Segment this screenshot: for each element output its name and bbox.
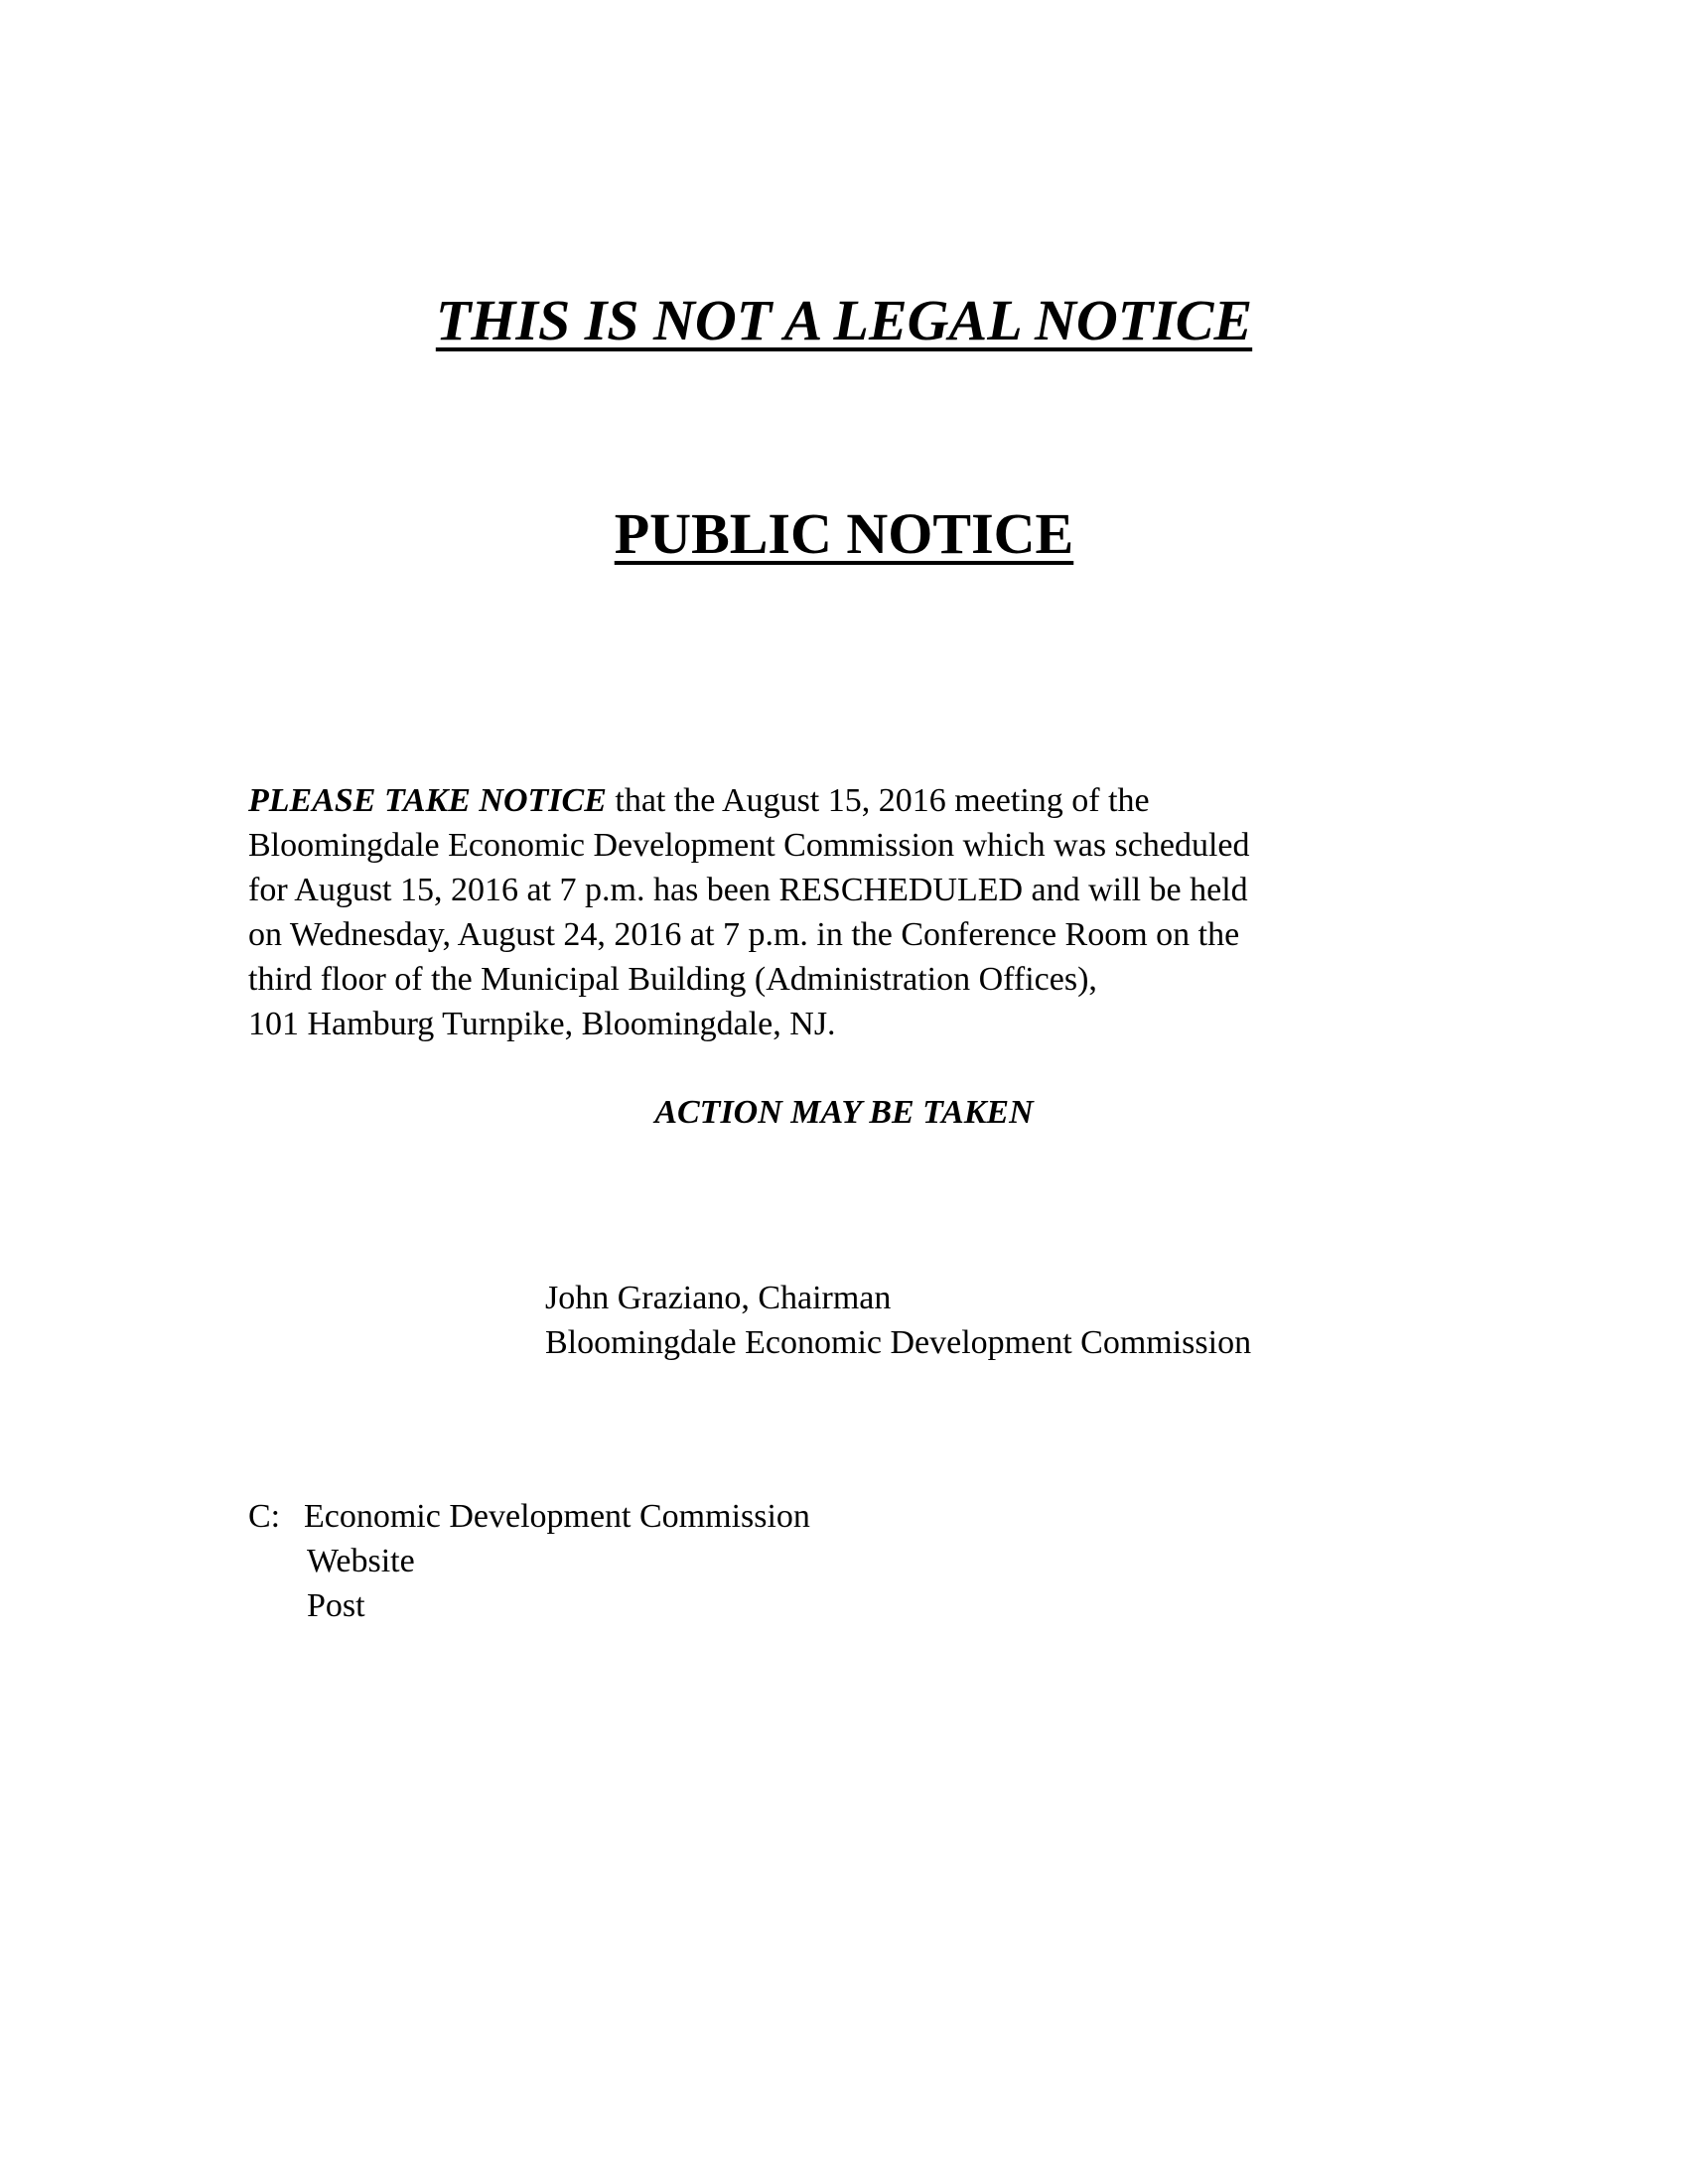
notice-body: [248, 778, 1489, 1046]
signatory-organization: Bloomingdale Economic Development Commission: [545, 1324, 1252, 1361]
copy-distribution: [248, 1494, 810, 1628]
body-line-1: [248, 778, 1489, 823]
cc-row-3: [248, 1583, 810, 1628]
body-line-2: Bloomingdale Economic Development Commission which was scheduled: [248, 827, 1250, 864]
cc-item: Post: [307, 1587, 365, 1624]
action-may-be-taken: ACTION MAY BE TAKEN: [654, 1094, 1034, 1131]
cc-item: Website: [307, 1543, 415, 1579]
body-line-6: 101 Hamburg Turnpike, Bloomingdale, NJ.: [248, 1006, 836, 1042]
cc-item: Economic Development Commission: [304, 1498, 810, 1535]
body-line-5: third floor of the Municipal Building (Administration Offices),: [248, 961, 1097, 998]
body-line-3: for August 15, 2016 at 7 p.m. has been RESCHEDULED and will be held: [248, 872, 1248, 908]
body-line-4: on Wednesday, August 24, 2016 at 7 p.m. in the Conference Room on the: [248, 916, 1240, 953]
cc-prefix: C:: [248, 1498, 281, 1535]
body-line-1-rest: that the August 15, 2016 meeting of the: [606, 782, 1150, 819]
signature-block: [545, 1276, 1251, 1365]
please-take-notice-lead: PLEASE TAKE NOTICE: [248, 782, 607, 819]
not-legal-notice-heading: THIS IS NOT A LEGAL NOTICE: [435, 288, 1253, 352]
cc-row-1: [248, 1494, 810, 1539]
signatory-name: John Graziano, Chairman: [545, 1280, 892, 1316]
public-notice-heading: PUBLIC NOTICE: [614, 501, 1074, 566]
cc-row-2: [248, 1539, 810, 1583]
